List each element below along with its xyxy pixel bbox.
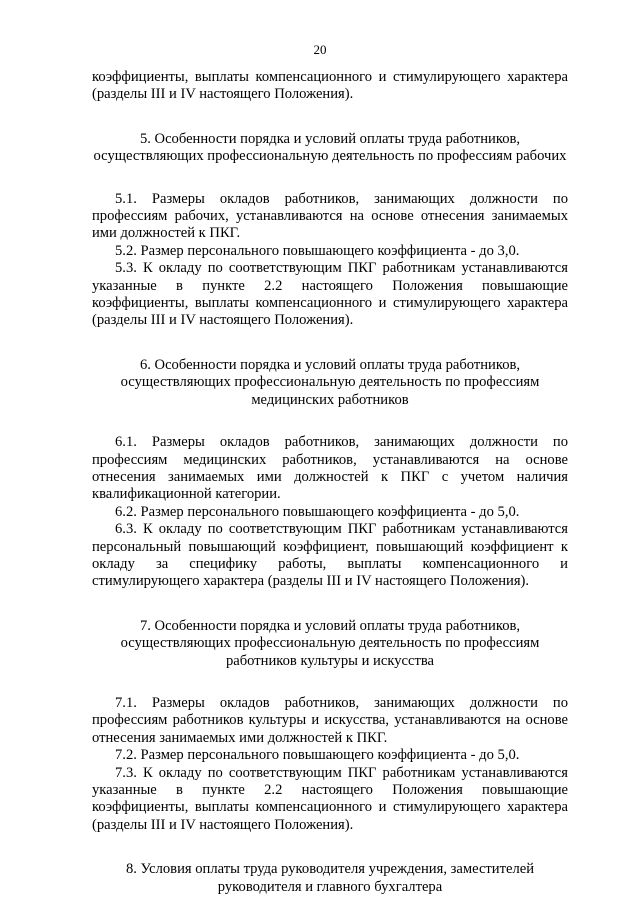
section-heading: 6. Особенности порядка и условий оплаты труда работников, осуществляющих профессиональную деятельность по профессиям медицинских работников [120,356,540,408]
section-heading: 7. Особенности порядка и условий оплаты труда работников, осуществляющих профессиональную деятельность по профессиям работников культуры и искусства [120,617,540,669]
paragraph-5-2: 5.2. Размер персонального повышающего коэффициента - до 3,0. [115,242,520,259]
top-paragraph: коэффициенты, выплаты компенсационного и стимулирующего характера (разделы III и IV настоящего Положения). [92,69,568,103]
paragraph-6-1: 6.1. Размеры окладов работников, занимающих должности по профессиям медицинских работников, устанавливаются на основе отнесения занимаемых ими должностей к ПКГ с учетом наличия квалификационной категории. [92,434,568,503]
paragraph-6-3: 6.3. К окладу по соответствующим ПКГ работникам устанавливаются персональный повышающий коэффициент, повышающий коэффициент к окладу за специфику работы, выплаты компенсационного и стимулирующего характера (разделы III и IV настоящего Положения). [92,521,568,590]
paragraph-5-3: 5.3. К окладу по соответствующим ПКГ работникам устанавливаются указанные в пункте 2.2 настоящего Положения повышающие коэффициенты, выплаты компенсационного и стимулирующего характера (разделы III и IV настоящего Положения). [92,260,568,329]
section-heading: 8. Условия оплаты труда руководителя учреждения, заместителей руководителя и главного бухгалтера [125,861,535,895]
page-content [92,69,568,896]
section-5 [92,104,568,330]
paragraph-7-3: 7.3. К окладу по соответствующим ПКГ работникам устанавливаются указанные в пункте 2.2 настоящего Положения повышающие коэффициенты, выплаты компенсационного и стимулирующего характера (разделы III и IV настоящего Положения). [92,764,568,833]
paragraph-6-2: 6.2. Размер персонального повышающего коэффициента - до 5,0. [115,503,520,520]
section-6 [92,330,568,591]
page-number: 20 [313,42,327,57]
paragraph-7-1: 7.1. Размеры окладов работников, занимающих должности по профессиям работников культуры и искусства, устанавливаются на основе отнесения занимаемых ими должностей к ПКГ. [92,694,568,746]
paragraph-7-2: 7.2. Размер персонального повышающего коэффициента - до 5,0. [115,747,520,764]
section-heading: 5. Особенности порядка и условий оплаты труда работников, осуществляющих профессиональную деятельность по профессиям рабочих [93,130,567,165]
section-7 [92,591,568,834]
section-8 [92,834,568,896]
paragraph-5-1: 5.1. Размеры окладов работников, занимающих должности по профессиям рабочих, устанавливаются на основе отнесения занимаемых ими должностей к ПКГ. [92,190,568,242]
